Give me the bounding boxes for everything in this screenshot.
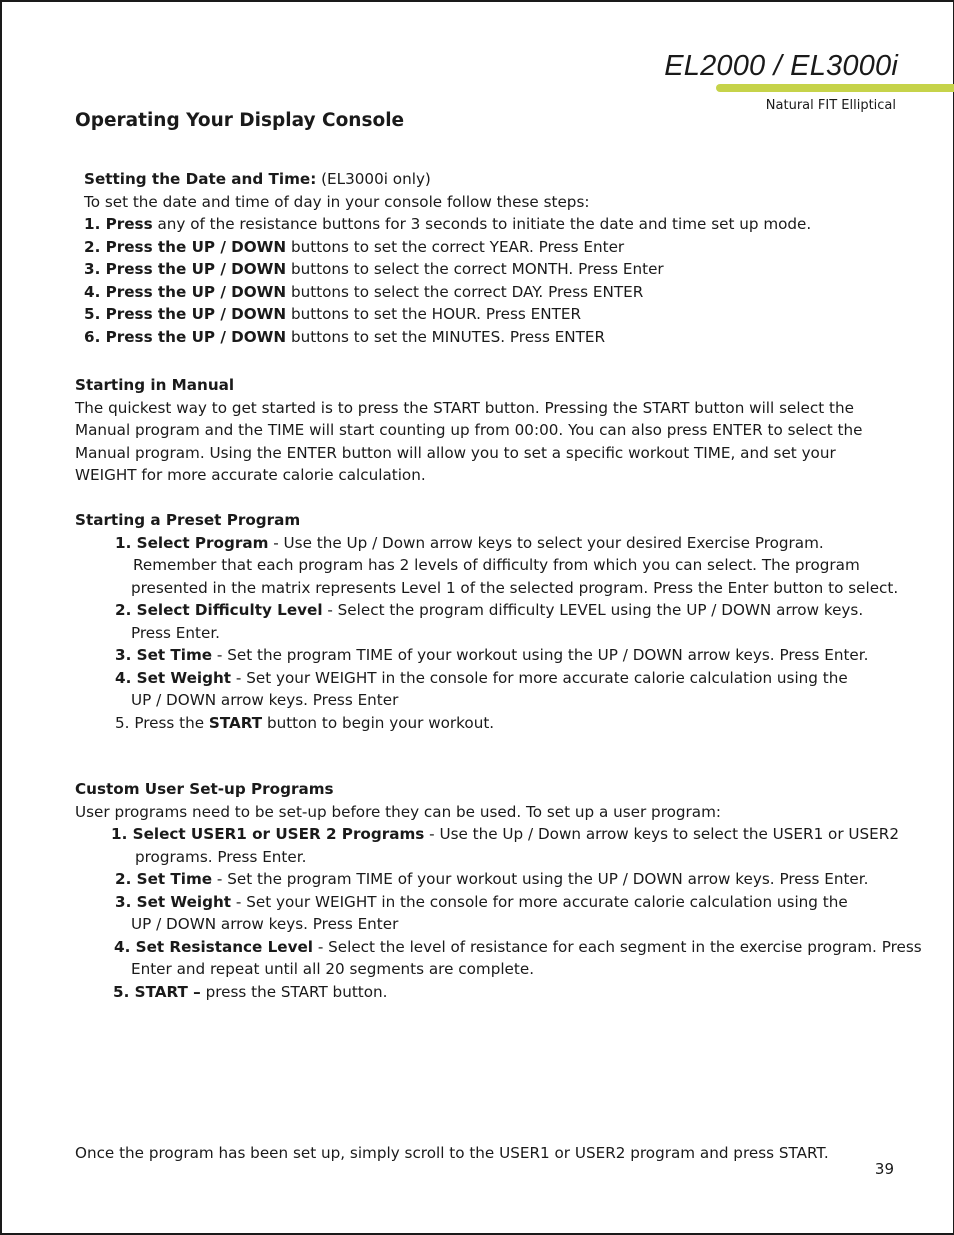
model-name: EL2000 / EL3000i: [664, 50, 898, 82]
custom-step-4-line: Enter and repeat until all 20 segments are complete.: [131, 960, 535, 978]
preset-step-2: 2. Select Difficulty Level - Select the program difficulty LEVEL using the UP / DOWN arrow keys.: [115, 601, 864, 619]
manual-line: WEIGHT for more accurate calorie calculation.: [75, 466, 426, 484]
preset-section: [75, 509, 898, 734]
date-time-section: [84, 168, 811, 348]
manual-heading: Starting in Manual: [75, 376, 235, 394]
accent-bar: [716, 84, 954, 92]
custom-section: [75, 778, 922, 1003]
preset-step-1-line: Remember that each program has 2 levels of difficulty from which you can select. The program: [133, 556, 860, 574]
date-time-step: 2. Press the UP / DOWN buttons to set the correct YEAR. Press Enter: [84, 237, 625, 256]
closing-note: Once the program has been set up, simply scroll to the USER1 or USER2 program and press START.: [75, 1144, 829, 1162]
date-time-step: 4. Press the UP / DOWN buttons to select the correct DAY. Press ENTER: [84, 282, 644, 301]
manual-line: Manual program and the TIME will start counting up from 00:00. You can also press ENTER to select the: [75, 421, 863, 439]
preset-step-5: 5. Press the START button to begin your workout.: [115, 713, 495, 732]
custom-step-4: 4. Set Resistance Level - Select the level of resistance for each segment in the exercise program. Press: [114, 937, 922, 956]
custom-step-2: 2. Set Time - Set the program TIME of your workout using the UP / DOWN arrow keys. Press Enter.: [115, 870, 869, 888]
date-time-step: 5. Press the UP / DOWN buttons to set the HOUR. Press ENTER: [84, 305, 582, 323]
custom-step-3: 3. Set Weight - Set your WEIGHT in the console for more accurate calorie calculation using the: [115, 892, 848, 911]
manual-line: Manual program. Using the ENTER button will allow you to set a specific workout TIME, and set your: [75, 443, 836, 462]
date-time-step: 6. Press the UP / DOWN buttons to set the MINUTES. Press ENTER: [84, 327, 606, 346]
preset-heading: Starting a Preset Program: [75, 511, 301, 529]
preset-step-2-line: Press Enter.: [131, 623, 220, 642]
custom-step-1-line: programs. Press Enter.: [135, 847, 307, 866]
manual-section: [75, 374, 862, 487]
page-number: 39: [874, 1160, 894, 1178]
date-time-note: (EL3000i only): [321, 170, 431, 188]
date-time-heading: Setting the Date and Time:: [84, 170, 317, 188]
custom-heading: Custom User Set-up Programs: [75, 780, 334, 798]
custom-step-3-line: UP / DOWN arrow keys. Press Enter: [131, 915, 399, 933]
product-subtitle: Natural FIT Elliptical: [765, 98, 896, 113]
preset-step-1: 1. Select Program - Use the Up / Down arrow keys to select your desired Exercise Program.: [115, 533, 824, 552]
date-time-intro: To set the date and time of day in your console follow these steps:: [84, 192, 590, 211]
custom-step-5: 5. START – press the START button.: [113, 982, 388, 1001]
preset-step-3: 3. Set Time - Set the program TIME of your workout using the UP / DOWN arrow keys. Press Enter.: [115, 646, 869, 664]
preset-step-4: 4. Set Weight - Set your WEIGHT in the console for more accurate calorie calculation using the: [115, 668, 848, 687]
preset-step-4-line: UP / DOWN arrow keys. Press Enter: [131, 691, 399, 709]
preset-step-1-line: presented in the matrix represents Level 1 of the selected program. Press the Enter button to select.: [131, 578, 899, 597]
date-time-step: 1. Press any of the resistance buttons for 3 seconds to initiate the date and time set up mode.: [84, 215, 812, 233]
custom-step-1: 1. Select USER1 or USER 2 Programs - Use the Up / Down arrow keys to select the USER1 or USER2: [111, 825, 899, 843]
page-title: Operating Your Display Console: [75, 110, 405, 131]
custom-intro: User programs need to be set-up before they can be used. To set up a user program:: [75, 802, 721, 821]
manual-line: The quickest way to get started is to press the START button. Pressing the START button will select the: [75, 398, 854, 417]
date-time-step: 3. Press the UP / DOWN buttons to select the correct MONTH. Press Enter: [84, 260, 664, 278]
